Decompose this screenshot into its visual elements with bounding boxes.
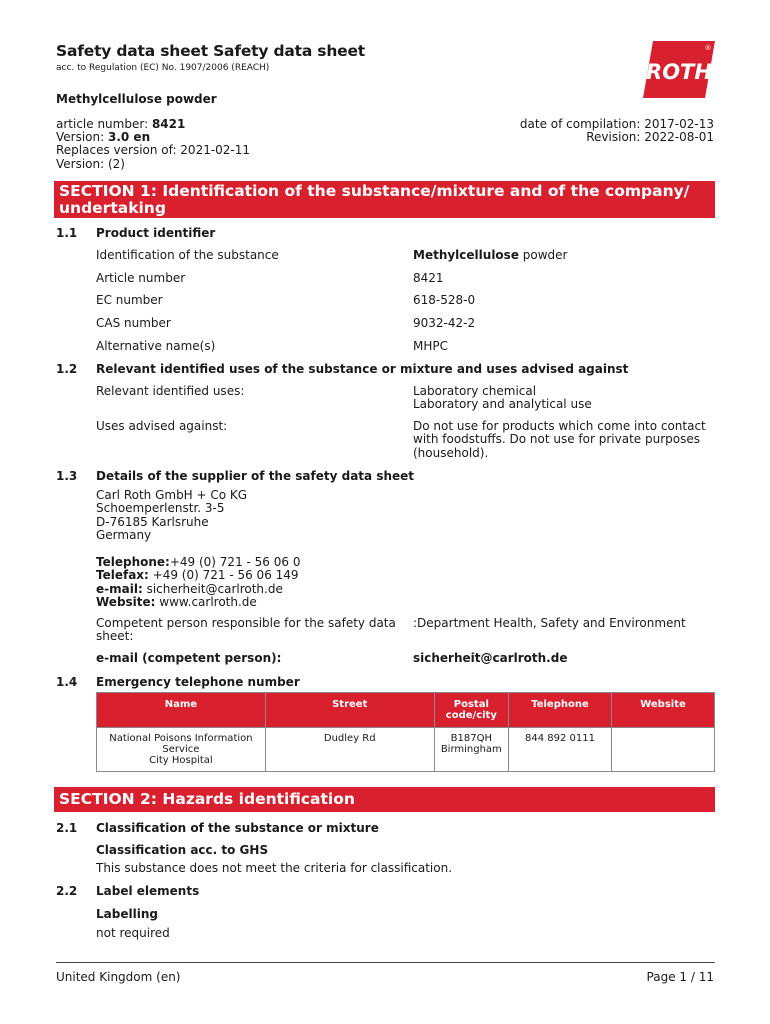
cell-line: National Poisons Information [109, 733, 253, 744]
subsection-title: Label elements [96, 884, 200, 898]
table-cell: Dudley Rd [265, 728, 434, 772]
footer-locale: United Kingdom (en) [56, 970, 181, 984]
competent-line: sheet: [96, 629, 134, 644]
identified-uses-value [413, 385, 592, 412]
subsection-number: 2.1 [56, 821, 78, 835]
table-cell [97, 728, 266, 772]
subsection-title: Emergency telephone number [96, 675, 300, 689]
column-header: Street [265, 693, 434, 728]
table-header-row [97, 693, 715, 728]
substance-name-rest: powder [518, 248, 568, 262]
address-line: Germany [96, 527, 152, 542]
compilation-date: date of compilation: 2017-02-13 [519, 117, 714, 131]
supplier-address [96, 489, 247, 542]
article-number-label: article number: [56, 117, 149, 131]
field-label: Identification of the substance [96, 248, 279, 262]
table-row [97, 728, 715, 772]
competent-line: Competent person responsible for the safety data [96, 616, 396, 630]
identified-use-line: Laboratory chemical [413, 384, 537, 398]
registered-mark: ® [704, 44, 712, 52]
footer-divider [56, 962, 715, 963]
uses-against-value [413, 420, 706, 460]
substance-name-bold: Methylcellulose [413, 248, 519, 262]
replaces-version: Replaces version of: 2021-02-11 [56, 143, 251, 158]
page-number: Page 1 / 11 [646, 970, 714, 984]
field-value: 8421 [413, 271, 444, 285]
subsection-title: Relevant identified uses of the substance or mixture and uses advised against [96, 362, 629, 376]
competent-person-label [96, 617, 396, 644]
uses-against-line: (household). [413, 445, 489, 460]
article-number-value: 8421 [151, 117, 186, 131]
field-label: Alternative name(s) [96, 339, 216, 353]
version-secondary: Version: (2) [56, 156, 125, 171]
website-label: Website: [96, 594, 156, 609]
telefax-value: +49 (0) 721 - 56 06 149 [148, 568, 299, 583]
subsection-subtitle: Classification acc. to GHS [96, 843, 269, 857]
revision-date: Revision: 2022-08-01 [586, 130, 714, 145]
competent-person-value: :Department Health, Safety and Environment [413, 616, 686, 630]
section-2-heading: SECTION 2: Hazards identification [54, 787, 715, 812]
column-header: Postal code/city [434, 693, 508, 728]
telephone-label: Telephone: [96, 555, 170, 569]
cell-line: City Hospital [149, 755, 213, 766]
version-label: Version: [56, 130, 105, 145]
document-title: Safety data sheet Safety data sheet [56, 42, 366, 60]
subsection-number: 1.3 [56, 469, 78, 483]
column-header: Website [611, 693, 714, 728]
subsection-title: Product identifier [96, 226, 216, 240]
identified-use-line: Laboratory and analytical use [413, 397, 592, 412]
subsection-number: 1.1 [56, 226, 78, 240]
column-header: Telephone [508, 693, 611, 728]
classification-text: This substance does not meet the criteria for classification. [96, 861, 453, 875]
table-cell [611, 728, 714, 772]
column-header: Name [97, 693, 266, 728]
subsection-subtitle: Labelling [96, 907, 158, 921]
labelling-text: not required [96, 926, 170, 940]
telefax-label: Telefax: [96, 568, 149, 583]
cell-line: Birmingham [440, 744, 502, 755]
subsection-number: 1.4 [56, 675, 78, 689]
meta-left [56, 118, 250, 171]
website-value[interactable]: www.carlroth.de [155, 594, 257, 609]
competent-email-label: e-mail (competent person): [96, 651, 282, 665]
roth-logo [643, 41, 715, 98]
field-value: 9032-42-2 [413, 316, 476, 330]
subsection-number: 2.2 [56, 884, 78, 898]
version-value: 3.0 en [108, 130, 151, 145]
field-value: MHPC [413, 339, 448, 353]
address-line: Carl Roth GmbH + Co KG [96, 488, 248, 502]
subsection-number: 1.2 [56, 362, 78, 376]
address-line: D-76185 Karlsruhe [96, 514, 209, 529]
table-cell [434, 728, 508, 772]
meta-right [520, 118, 714, 144]
field-value [413, 249, 568, 262]
competent-email-value[interactable]: sicherheit@carlroth.de [413, 651, 568, 665]
supplier-contacts [96, 556, 300, 609]
product-name: Methylcellulose powder [56, 92, 217, 106]
identified-uses-label: Relevant identified uses: [96, 384, 245, 398]
email-value[interactable]: sicherheit@carlroth.de [142, 581, 283, 596]
section-1-heading-line1: SECTION 1: Identification of the substance/mixture and of the company/ [59, 182, 690, 200]
field-value: 618-528-0 [413, 293, 476, 307]
address-line: Schoemperlenstr. 3-5 [96, 501, 225, 516]
field-label: EC number [96, 293, 163, 307]
regulation-subtitle: acc. to Regulation (EC) No. 1907/2006 (REACH) [56, 63, 270, 73]
telephone-value: +49 (0) 721 - 56 06 0 [169, 555, 301, 569]
field-label: CAS number [96, 316, 171, 330]
subsection-title: Classification of the substance or mixture [96, 821, 379, 835]
uses-against-line: with foodstuffs. Do not use for private purposes [413, 432, 700, 447]
uses-against-label: Uses advised against: [96, 419, 228, 433]
emergency-table [96, 692, 715, 772]
cell-line: Service [162, 744, 200, 755]
uses-against-line: Do not use for products which come into contact [413, 419, 706, 433]
section-1-heading [54, 181, 715, 218]
field-label: Article number [96, 271, 186, 285]
logo-text: ROTH [646, 60, 712, 84]
subsection-title: Details of the supplier of the safety data sheet [96, 469, 415, 483]
section-1-heading-line2: undertaking [59, 199, 166, 217]
table-cell: 844 892 0111 [508, 728, 611, 772]
email-label: e-mail: [96, 581, 143, 596]
cell-line: B187QH [450, 733, 492, 744]
